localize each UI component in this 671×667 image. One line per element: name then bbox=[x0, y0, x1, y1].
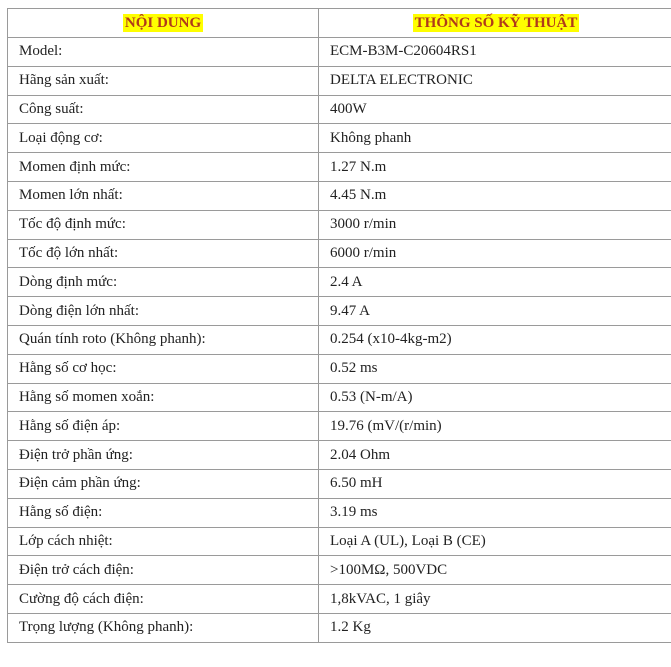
table-row bbox=[8, 66, 671, 95]
row-value: 2.04 Ohm bbox=[319, 441, 671, 470]
table-row bbox=[8, 210, 671, 239]
row-label: Cường độ cách điện: bbox=[8, 585, 319, 614]
row-label: Model: bbox=[8, 38, 319, 67]
table-row bbox=[8, 469, 671, 498]
row-value: >100MΩ, 500VDC bbox=[319, 556, 671, 585]
row-label: Hãng sản xuất: bbox=[8, 66, 319, 95]
row-label: Trọng lượng (Không phanh): bbox=[8, 613, 319, 642]
table-row bbox=[8, 498, 671, 527]
table-row bbox=[8, 239, 671, 268]
row-value: 4.45 N.m bbox=[319, 181, 671, 210]
table-row bbox=[8, 613, 671, 642]
row-value: Không phanh bbox=[319, 124, 671, 153]
table-row bbox=[8, 412, 671, 441]
row-value: 19.76 (mV/(r/min) bbox=[319, 412, 671, 441]
row-label: Momen định mức: bbox=[8, 153, 319, 182]
table-row bbox=[8, 354, 671, 383]
table-row bbox=[8, 181, 671, 210]
row-label: Tốc độ định mức: bbox=[8, 210, 319, 239]
row-label: Điện trở phần ứng: bbox=[8, 441, 319, 470]
table-row bbox=[8, 153, 671, 182]
row-value: Loại A (UL), Loại B (CE) bbox=[319, 527, 671, 556]
table-row bbox=[8, 383, 671, 412]
row-value: 3.19 ms bbox=[319, 498, 671, 527]
table-row bbox=[8, 325, 671, 354]
row-label: Dòng điện lớn nhất: bbox=[8, 297, 319, 326]
row-value: 9.47 A bbox=[319, 297, 671, 326]
row-value: 3000 r/min bbox=[319, 210, 671, 239]
row-label: Quán tính roto (Không phanh): bbox=[8, 325, 319, 354]
row-label: Điện trở cách điện: bbox=[8, 556, 319, 585]
header-specs bbox=[319, 9, 671, 38]
row-label: Momen lớn nhất: bbox=[8, 181, 319, 210]
row-label: Công suất: bbox=[8, 95, 319, 124]
spec-table-body bbox=[8, 38, 671, 643]
row-label: Loại động cơ: bbox=[8, 124, 319, 153]
row-value: 6000 r/min bbox=[319, 239, 671, 268]
row-label: Dòng định mức: bbox=[8, 268, 319, 297]
row-label: Hằng số điện áp: bbox=[8, 412, 319, 441]
row-value: 0.53 (N-m/A) bbox=[319, 383, 671, 412]
table-row bbox=[8, 38, 671, 67]
table-row bbox=[8, 585, 671, 614]
spec-table bbox=[7, 8, 671, 643]
header-specs-label: THÔNG SỐ KỸ THUẬT bbox=[414, 14, 578, 31]
row-value: 1,8kVAC, 1 giây bbox=[319, 585, 671, 614]
row-value: 0.254 (x10-4kg-m2) bbox=[319, 325, 671, 354]
row-value: DELTA ELECTRONIC bbox=[319, 66, 671, 95]
row-value: 400W bbox=[319, 95, 671, 124]
table-row bbox=[8, 95, 671, 124]
row-label: Lớp cách nhiệt: bbox=[8, 527, 319, 556]
row-label: Hằng số cơ học: bbox=[8, 354, 319, 383]
row-label: Hằng số điện: bbox=[8, 498, 319, 527]
row-label: Tốc độ lớn nhất: bbox=[8, 239, 319, 268]
row-value: 0.52 ms bbox=[319, 354, 671, 383]
header-content bbox=[8, 9, 319, 38]
table-header-row bbox=[8, 9, 671, 38]
row-value: ECM-B3M-C20604RS1 bbox=[319, 38, 671, 67]
table-row bbox=[8, 556, 671, 585]
table-row bbox=[8, 268, 671, 297]
table-row bbox=[8, 124, 671, 153]
row-value: 1.27 N.m bbox=[319, 153, 671, 182]
table-row bbox=[8, 297, 671, 326]
row-label: Điện cảm phần ứng: bbox=[8, 469, 319, 498]
table-row bbox=[8, 441, 671, 470]
row-value: 1.2 Kg bbox=[319, 613, 671, 642]
row-label: Hằng số momen xoắn: bbox=[8, 383, 319, 412]
row-value: 6.50 mH bbox=[319, 469, 671, 498]
row-value: 2.4 A bbox=[319, 268, 671, 297]
header-content-label: NỘI DUNG bbox=[124, 14, 202, 31]
table-row bbox=[8, 527, 671, 556]
